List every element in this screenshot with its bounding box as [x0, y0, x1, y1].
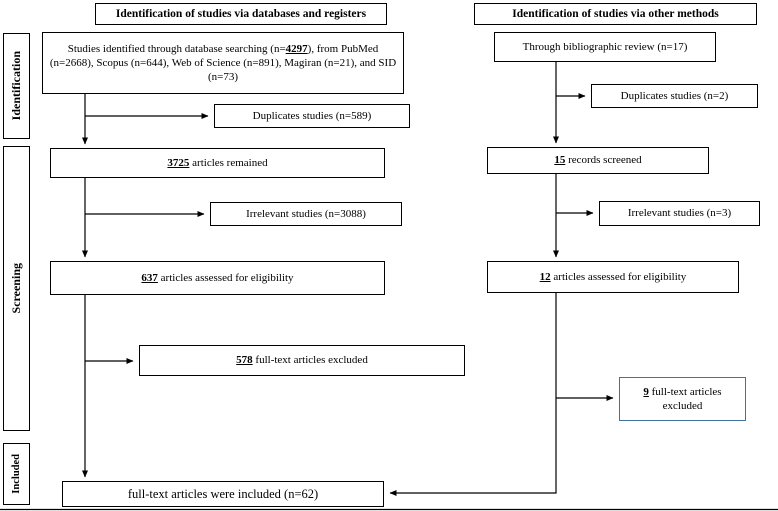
header-other-methods	[474, 3, 757, 25]
stage-included	[3, 443, 30, 505]
stage-identification-label: Identification	[9, 51, 23, 121]
box-excluded-9	[619, 377, 746, 421]
box-database-search	[42, 32, 404, 94]
box-eligibility-12-text: 12 articles assessed for eligibility	[539, 270, 687, 283]
count-4297: 4297	[285, 42, 308, 55]
stage-identification	[3, 33, 30, 139]
box-irrelevant-3088	[210, 202, 402, 226]
box-eligibility-637	[50, 261, 385, 295]
box-bibliographic-review-text: Through bibliographic review (n=17)	[522, 40, 688, 53]
box-irrelevant-3088-text: Irrelevant studies (n=3088)	[246, 207, 366, 220]
stage-included-label: Included	[11, 454, 22, 494]
box-records-screened-15-text: 15 records screened	[554, 154, 642, 167]
stage-screening	[3, 146, 30, 431]
connector-right-to-included	[390, 293, 556, 493]
box-duplicates-2	[591, 84, 758, 108]
header-databases-registers	[95, 3, 387, 25]
count-578: 578	[236, 354, 253, 367]
box-database-search-text: Studies identified through database searching (n=4297), from PubMed (n=2668), Scopus (n=644), Web of Science (n=891), Magiran (n=21), and SID (n=73)	[49, 42, 397, 84]
count-3725: 3725	[167, 156, 190, 169]
box-irrelevant-3-text: Irrelevant studies (n=3)	[627, 207, 732, 220]
box-duplicates-589	[214, 104, 410, 128]
box-articles-remained	[50, 148, 385, 178]
header-databases-label: Identification of studies via databases and registers	[115, 7, 367, 20]
box-eligibility-637-text: 637 articles assessed for eligibility	[141, 271, 294, 284]
count-12: 12	[539, 270, 551, 283]
box-excluded-578	[139, 345, 465, 376]
box-irrelevant-3	[599, 201, 760, 226]
count-15: 15	[554, 154, 566, 167]
box-duplicates-2-text: Duplicates studies (n=2)	[620, 89, 729, 102]
box-duplicates-589-text: Duplicates studies (n=589)	[252, 109, 372, 122]
box-included-62	[62, 481, 384, 507]
box-excluded-9-text: 9 full-text articles excluded	[643, 385, 722, 412]
box-excluded-578-text: 578 full-text articles excluded	[236, 354, 368, 367]
box-articles-remained-text: 3725 articles remained	[167, 156, 268, 169]
header-other-methods-label: Identification of studies via other methods	[512, 7, 719, 20]
box-bibliographic-review	[494, 32, 716, 62]
box-records-screened-15	[487, 147, 709, 174]
count-9: 9	[643, 385, 649, 398]
box-included-62-text: full-text articles were included (n=62)	[127, 486, 319, 501]
count-637: 637	[141, 271, 158, 284]
stage-screening-label: Screening	[9, 263, 23, 314]
box-eligibility-12	[487, 261, 739, 293]
